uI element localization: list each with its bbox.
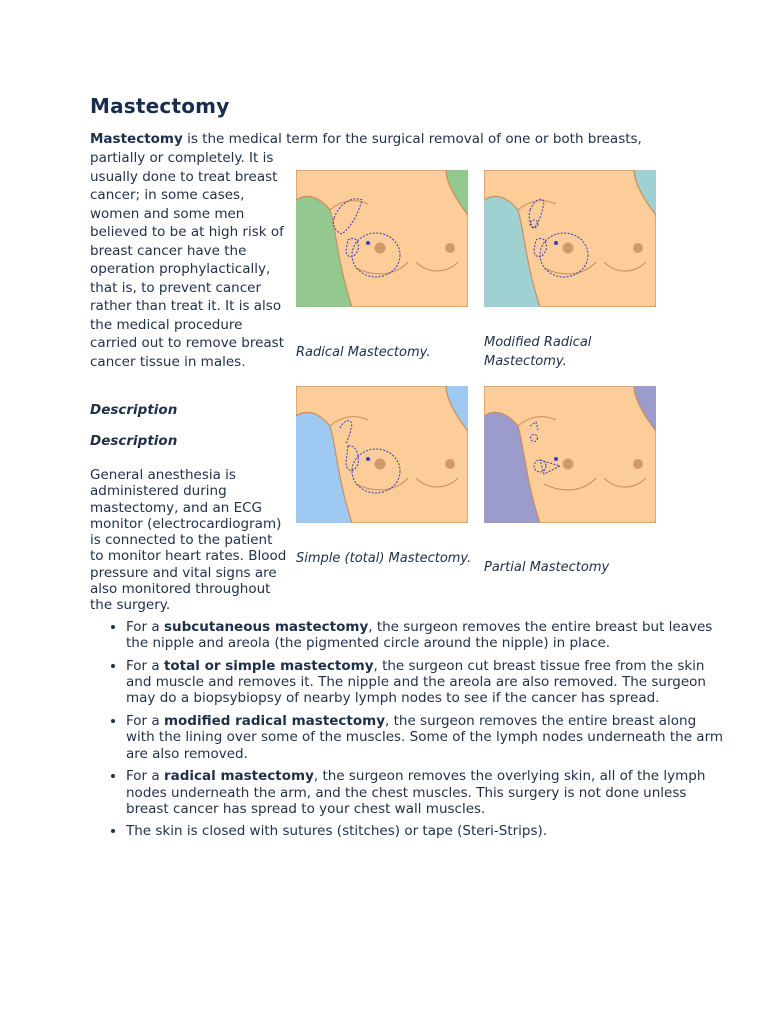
intro-first-line xyxy=(90,130,680,149)
torso-illustration-modified-radical xyxy=(484,170,656,307)
term-radical: radical mastectomy xyxy=(163,768,314,785)
term-modified-radical: modified radical mastectomy xyxy=(163,713,386,730)
procedure-list xyxy=(90,619,726,846)
intro-term: Mastectomy xyxy=(90,131,183,147)
figure-radical-mastectomy xyxy=(296,170,468,307)
torso-illustration-partial xyxy=(484,386,656,523)
term-subcutaneous: subcutaneous mastectomy xyxy=(163,619,369,635)
figure-modified-radical-mastectomy xyxy=(484,170,656,307)
caption-radical: Radical Mastectomy. xyxy=(296,345,431,360)
torso-illustration-simple xyxy=(296,386,468,523)
list-item: • The skin is closed with sutures (stitches) or tape (Steri-Strips). xyxy=(126,823,726,839)
list-item: • For a total or simple mastectomy, the surgeon cut breast tissue free from the skin and muscle and removes it. The nipple and the areola are also removed. The surgeon may do a biopsybiopsy of nearby lymph nodes to see if the cancer has spread. xyxy=(126,658,726,707)
caption-modified-radical: Modified Radical Mastectomy. xyxy=(484,335,592,369)
description-heading-2: Description xyxy=(90,433,178,449)
list-item: • For a subcutaneous mastectomy, the surgeon removes the entire breast but leaves the nipple and areola (the pigmented circle around the nipple) in place. xyxy=(126,619,726,652)
caption-partial: Partial Mastectomy xyxy=(484,560,610,575)
description-heading-1: Description xyxy=(90,402,178,418)
torso-illustration-radical xyxy=(296,170,468,307)
intro-line1-rest: is the medical term for the surgical removal of one or both breasts, xyxy=(182,131,642,147)
caption-simple: Simple (total) Mastectomy. xyxy=(296,551,472,566)
figure-partial-mastectomy xyxy=(484,386,656,523)
anesthesia-paragraph: General anesthesia is administered during mastectomy, and an ECG monitor (electrocardiogram) is connected to the patient to monitor heart rates. Blood pressure and vital signs are also monitored throughout the surgery. xyxy=(90,467,287,614)
intro-paragraph: partially or completely. It is usually done to treat breast cancer; in some cases, women and some men believed to be at high risk of breast cancer have the operation prophylactically, that is, to prevent cancer rather than treat it. It is also the medical procedure carried out to remove breast cancer tissue in males. xyxy=(90,150,285,370)
page-title: Mastectomy xyxy=(90,94,230,118)
list-item: • For a modified radical mastectomy, the surgeon removes the entire breast along with the lining over some of the muscles. Some of the lymph nodes underneath the arm are also removed. xyxy=(126,713,726,762)
term-total-simple: total or simple mastectomy xyxy=(163,657,374,674)
figure-simple-mastectomy xyxy=(296,386,468,523)
list-item: • For a radical mastectomy, the surgeon removes the overlying skin, all of the lymph nodes underneath the arm, and the chest muscles. This surgery is not done unless breast cancer has spread to your chest wall muscles. xyxy=(126,768,726,817)
